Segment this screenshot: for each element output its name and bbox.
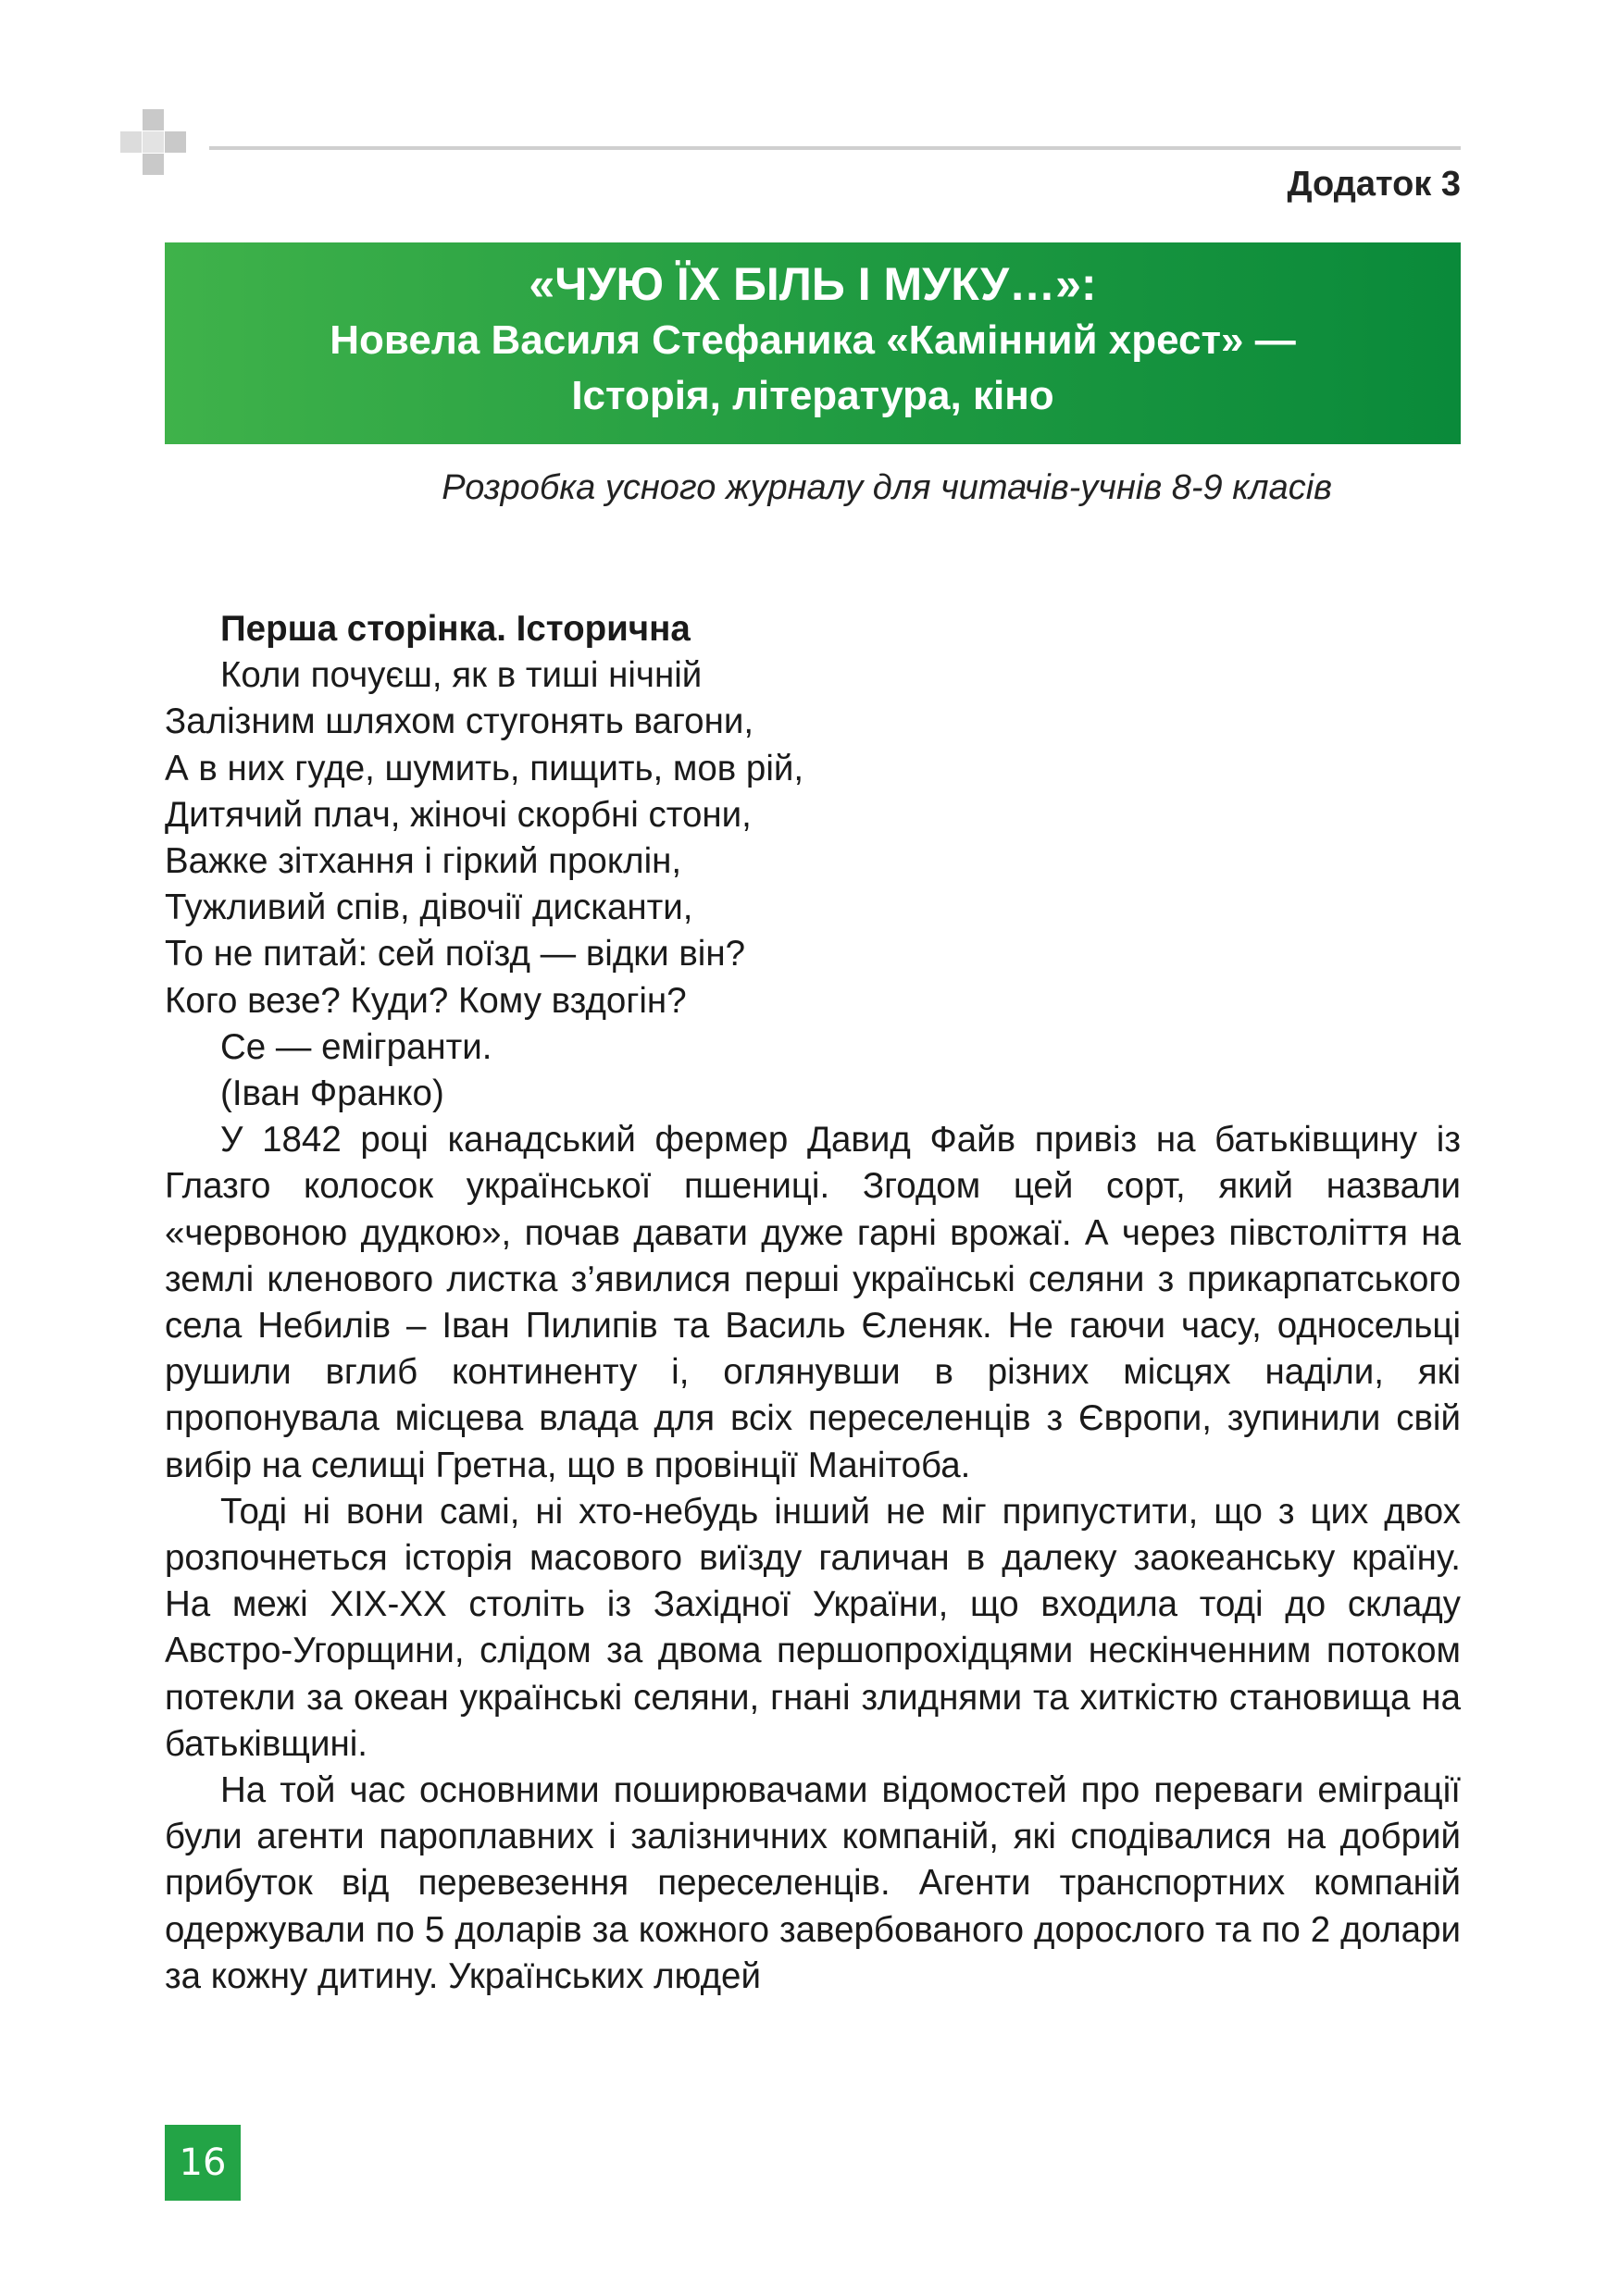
poem-line: А в них гуде, шумить, пищить, мов рій, <box>165 748 804 788</box>
poem-line: Важке зітхання і гіркий проклін, <box>165 841 682 882</box>
paragraph: На той час основними поширювачами відомостей про переваги еміграції були агенти пароплавних і залізничних компаній, які сподівалися на добрий прибуток від перевезення переселенців. Агенти транспортних компаній одержували по 5 доларів за кожного завербованого дорослого та по 2 долари за кожну дитину. Українських людей <box>165 1770 1461 1996</box>
title-line-3: Історія, література, кіно <box>571 373 1054 418</box>
appendix-label: Додаток 3 <box>1287 165 1461 204</box>
poem-line: Тужливий спів, дівочії дисканти, <box>165 887 693 928</box>
page-number: 16 <box>165 2125 241 2201</box>
title-banner <box>165 242 1461 444</box>
poem-line: То не питай: сей поїзд — відки він? <box>165 934 746 974</box>
paragraph: Тоді ні вони самі, ні хто-небудь інший не міг припустити, що з цих двох розпочнеться історія масового виїзду галичан в далеку заокеанську країну. На межі ХІХ-ХХ століть із Західної України, що входила тоді до складу Австро-Угорщини, слідом за двома першопрохідцями нескінченним потоком потекли за океан українські селяни, гнані злиднями та хиткістю становища на батьківщині. <box>165 1491 1461 1764</box>
poem-line: Дитячий плач, жіночі скорбні стони, <box>165 794 752 835</box>
corner-decoration <box>120 109 187 176</box>
paragraph: У 1842 році канадський фермер Давид Файв привіз на батьківщину із Глазго колосок української пшениці. Згодом цей сорт, який назвали «червоною дудкою», почав давати дуже гарні врожаї. А через півстоліття на землі кленового листка з’явилися перші українські селяни з прикарпатського села Небилів – Іван Пилипів та Василь Єленяк. Не гаючи часу, односельці рушили вглиб континенту і, оглянувши в різних місцях наділи, які пропонувала місцева влада для всіх переселенців з Європи, зупинили свій вибір на селищі Гретна, що в провінції Манітоба. <box>165 1120 1461 1485</box>
section-heading: Перша сторінка. Історична <box>220 609 691 649</box>
title-line-2: Новела Василя Стефаника «Камінний хрест» — <box>330 317 1296 363</box>
poem-line: Се — емігранти. <box>220 1026 492 1067</box>
subtitle: Розробка усного журналу для читачів-учнів 8-9 класів <box>442 468 1332 507</box>
title-line-1: «ЧУЮ ЇХ БІЛЬ І МУКУ…»: <box>529 258 1097 310</box>
poem <box>165 652 1461 1117</box>
header-rule <box>209 146 1461 150</box>
main-text <box>165 606 1461 2000</box>
poem-line: Коли почуєш, як в тиші нічній <box>220 655 703 696</box>
poem-attribution: (Іван Франко) <box>220 1074 444 1114</box>
poem-line: Кого везе? Куди? Кому вздогін? <box>165 980 687 1021</box>
poem-line: Залізним шляхом стугонять вагони, <box>165 701 754 742</box>
